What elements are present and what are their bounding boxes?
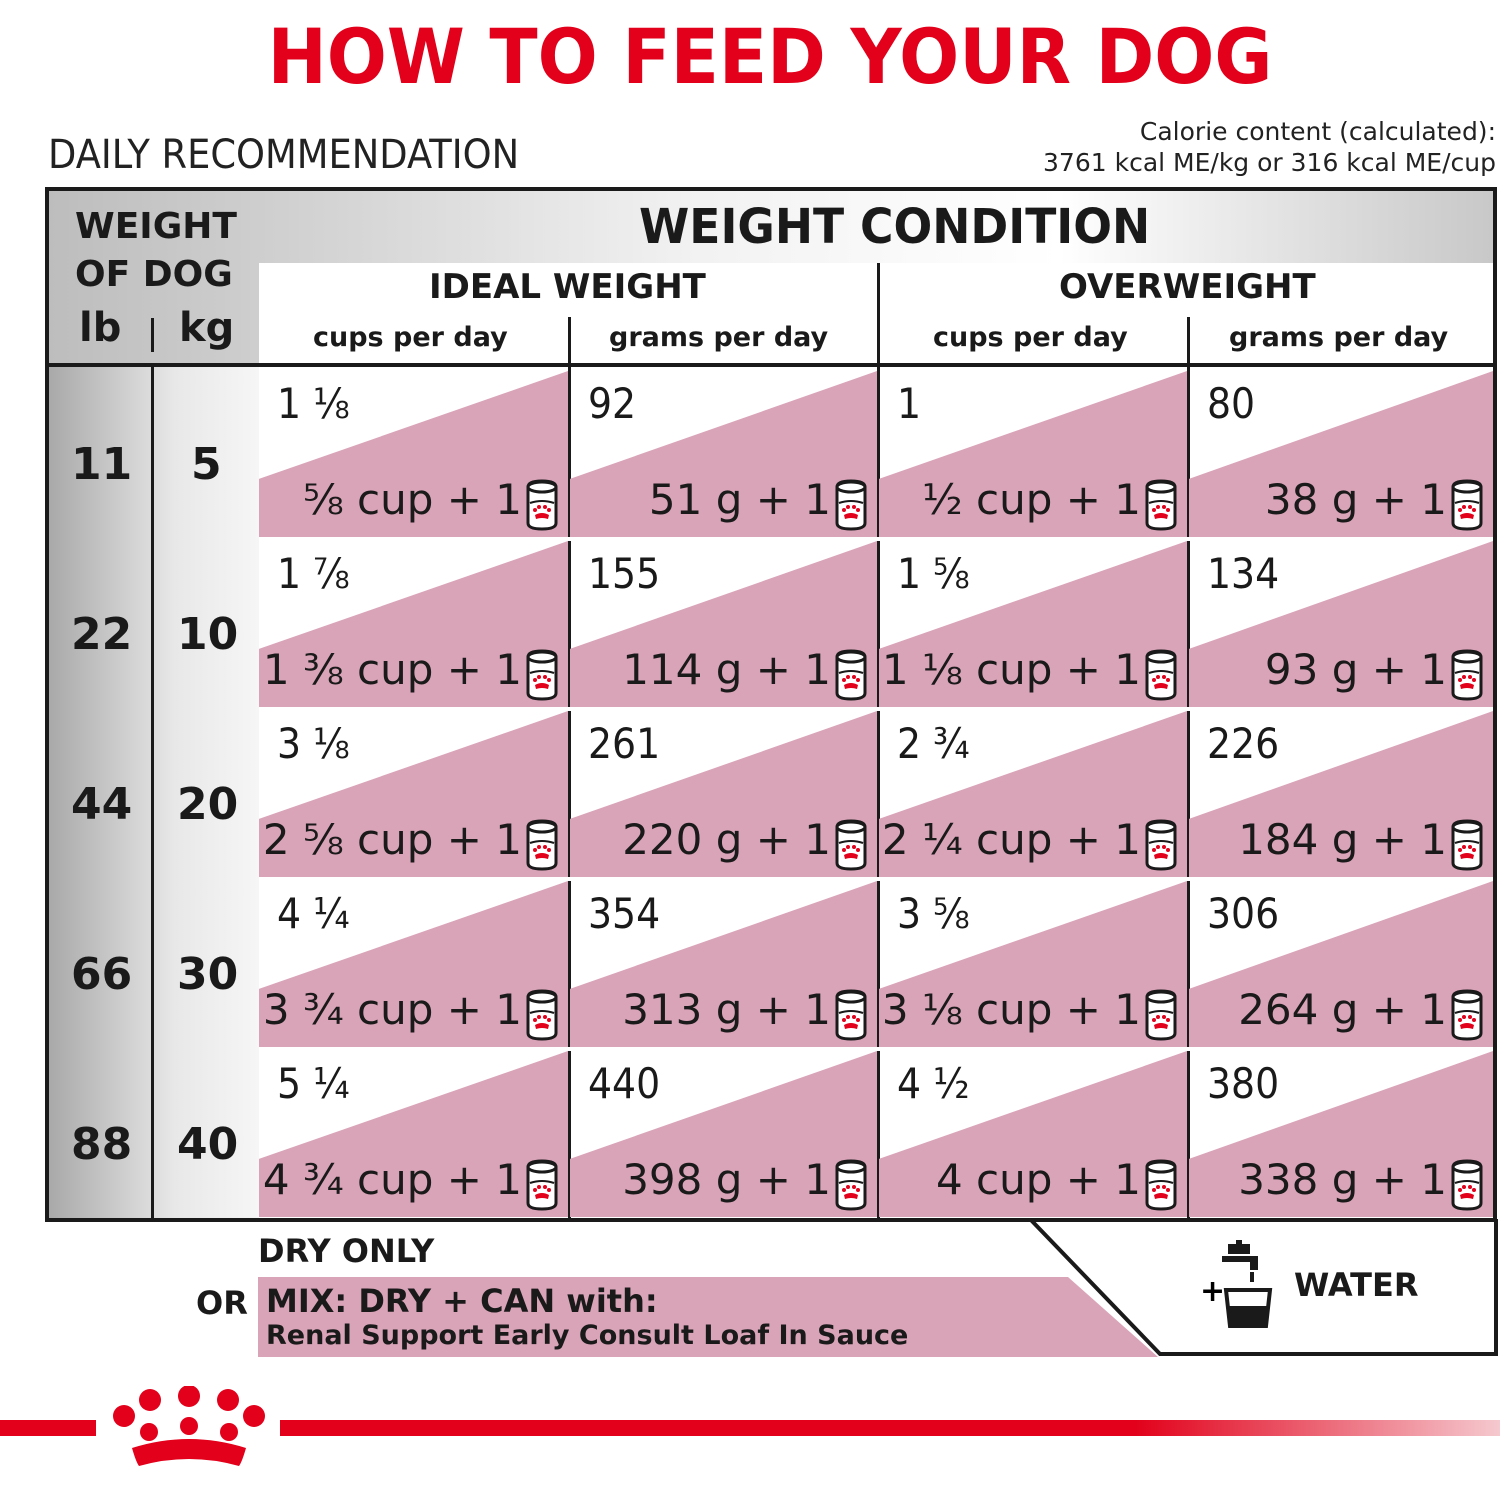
feeding-cell bbox=[570, 541, 877, 707]
dry-only-amount: 92 bbox=[588, 379, 637, 428]
feeding-cell bbox=[1189, 711, 1493, 877]
weight-of-dog-header: WEIGHT OF DOG bbox=[75, 206, 237, 295]
can-icon bbox=[524, 987, 560, 1045]
mix-amount: ½ cup + 1 bbox=[921, 475, 1141, 524]
feeding-cell bbox=[879, 541, 1187, 707]
mix-amount: 3 ⅛ cup + 1 bbox=[881, 985, 1141, 1034]
ideal-grams-header: grams per day bbox=[609, 322, 829, 353]
weight-kg: 20 bbox=[177, 779, 239, 830]
mix-amount: 4 ¾ cup + 1 bbox=[262, 1155, 522, 1204]
weight-condition-header: WEIGHT CONDITION bbox=[639, 199, 1151, 255]
feeding-cell bbox=[259, 881, 568, 1047]
can-icon bbox=[1449, 1157, 1485, 1215]
weight-lb: 88 bbox=[71, 1119, 133, 1170]
kg-header: kg bbox=[179, 305, 235, 351]
weight-lb: 44 bbox=[71, 779, 133, 830]
can-icon bbox=[524, 1157, 560, 1215]
feeding-cell bbox=[570, 371, 877, 537]
ideal-cups-header: cups per day bbox=[313, 322, 508, 353]
can-icon bbox=[1449, 817, 1485, 875]
dry-only-amount: 3 ⅝ bbox=[897, 889, 970, 938]
dry-only-amount: 5 ¼ bbox=[277, 1059, 350, 1108]
weight-lb: 22 bbox=[71, 609, 133, 660]
dry-only-amount: 261 bbox=[588, 719, 661, 768]
mix-amount: 3 ¾ cup + 1 bbox=[262, 985, 522, 1034]
weight-kg: 10 bbox=[177, 609, 239, 660]
weight-kg: 40 bbox=[177, 1119, 239, 1170]
weight-lb: 11 bbox=[71, 439, 133, 490]
mix-amount: 338 g + 1 bbox=[1238, 1155, 1447, 1204]
calorie-line-1: Calorie content (calculated): bbox=[1139, 117, 1496, 146]
weight-lb: 66 bbox=[71, 949, 133, 1000]
dry-only-amount: 226 bbox=[1207, 719, 1280, 768]
can-icon bbox=[524, 817, 560, 875]
calorie-content bbox=[1043, 116, 1496, 178]
feeding-cell bbox=[1189, 1051, 1493, 1217]
mix-amount: 51 g + 1 bbox=[648, 475, 831, 524]
mix-amount: 4 cup + 1 bbox=[935, 1155, 1141, 1204]
feeding-cell bbox=[259, 541, 568, 707]
row-divider bbox=[259, 877, 1493, 881]
feeding-cell bbox=[879, 711, 1187, 877]
can-icon bbox=[1449, 987, 1485, 1045]
can-icon bbox=[524, 647, 560, 705]
dry-only-amount: 354 bbox=[588, 889, 661, 938]
or-label: OR bbox=[196, 1284, 248, 1322]
feeding-cell bbox=[879, 1051, 1187, 1217]
dry-only-amount: 134 bbox=[1207, 549, 1280, 598]
brand-stripe-right bbox=[280, 1420, 1500, 1436]
can-icon bbox=[1143, 987, 1179, 1045]
mix-amount: 1 ⅛ cup + 1 bbox=[881, 645, 1141, 694]
feeding-table bbox=[45, 187, 1497, 1222]
dry-only-label: DRY ONLY bbox=[258, 1232, 435, 1270]
mix-amount: ⅝ cup + 1 bbox=[302, 475, 522, 524]
can-icon bbox=[1143, 647, 1179, 705]
can-icon bbox=[833, 477, 869, 535]
mix-amount: 398 g + 1 bbox=[622, 1155, 831, 1204]
dry-only-amount: 1 bbox=[897, 379, 922, 428]
over-cups-header: cups per day bbox=[933, 322, 1128, 353]
feeding-cell bbox=[1189, 881, 1493, 1047]
mix-amount: 1 ⅜ cup + 1 bbox=[262, 645, 522, 694]
can-icon bbox=[1143, 477, 1179, 535]
dry-only-amount: 1 ⅞ bbox=[277, 549, 350, 598]
lb-header: lb bbox=[79, 305, 122, 351]
mix-amount: 313 g + 1 bbox=[622, 985, 831, 1034]
dry-only-amount: 1 ⅛ bbox=[277, 379, 350, 428]
brand-stripe-left bbox=[0, 1420, 96, 1436]
feeding-cell bbox=[259, 1051, 568, 1217]
can-icon bbox=[1143, 1157, 1179, 1215]
feeding-cell bbox=[879, 881, 1187, 1047]
royal-canin-crown-logo bbox=[104, 1386, 274, 1472]
weight-kg: 5 bbox=[191, 439, 222, 490]
feeding-cell bbox=[879, 371, 1187, 537]
ideal-weight-header: IDEAL WEIGHT bbox=[429, 267, 706, 307]
can-icon bbox=[1449, 477, 1485, 535]
feeding-cell bbox=[570, 711, 877, 877]
row-divider bbox=[259, 537, 1493, 541]
mix-amount: 2 ¼ cup + 1 bbox=[881, 815, 1141, 864]
dry-only-amount: 440 bbox=[588, 1059, 661, 1108]
can-icon bbox=[833, 817, 869, 875]
overweight-header: OVERWEIGHT bbox=[1059, 267, 1316, 307]
dry-only-amount: 3 ⅛ bbox=[277, 719, 350, 768]
dry-only-amount: 2 ¾ bbox=[897, 719, 970, 768]
dry-only-amount: 306 bbox=[1207, 889, 1280, 938]
water-tap-bowl-icon bbox=[1214, 1240, 1278, 1336]
dry-only-amount: 1 ⅝ bbox=[897, 549, 970, 598]
mix-amount: 264 g + 1 bbox=[1238, 985, 1447, 1034]
page-title: HOW TO FEED YOUR DOG bbox=[267, 12, 1273, 101]
feeding-cell bbox=[570, 1051, 877, 1217]
mix-amount: 2 ⅝ cup + 1 bbox=[262, 815, 522, 864]
feeding-cell bbox=[259, 371, 568, 537]
mix-amount: 114 g + 1 bbox=[622, 645, 831, 694]
mix-amount: 220 g + 1 bbox=[622, 815, 831, 864]
dry-only-amount: 4 ¼ bbox=[277, 889, 350, 938]
dry-only-amount: 155 bbox=[588, 549, 661, 598]
weight-kg: 30 bbox=[177, 949, 239, 1000]
dry-only-amount: 4 ½ bbox=[897, 1059, 970, 1108]
can-icon bbox=[833, 1157, 869, 1215]
mix-amount: 38 g + 1 bbox=[1264, 475, 1447, 524]
mix-line-1: MIX: DRY + CAN with: bbox=[266, 1282, 658, 1320]
mix-amount: 93 g + 1 bbox=[1264, 645, 1447, 694]
feeding-cell bbox=[570, 881, 877, 1047]
feeding-cell bbox=[1189, 371, 1493, 537]
mix-amount: 184 g + 1 bbox=[1238, 815, 1447, 864]
row-divider bbox=[259, 707, 1493, 711]
dry-only-amount: 80 bbox=[1207, 379, 1256, 428]
dry-only-amount: 380 bbox=[1207, 1059, 1280, 1108]
can-icon bbox=[524, 477, 560, 535]
can-icon bbox=[833, 647, 869, 705]
can-icon bbox=[833, 987, 869, 1045]
row-divider bbox=[259, 1047, 1493, 1051]
feeding-cell bbox=[1189, 541, 1493, 707]
plus-sign: + bbox=[1200, 1274, 1226, 1309]
can-icon bbox=[1449, 647, 1485, 705]
calorie-line-2: 3761 kcal ME/kg or 316 kcal ME/cup bbox=[1043, 148, 1496, 177]
feeding-cell bbox=[259, 711, 568, 877]
water-label: WATER bbox=[1294, 1266, 1419, 1304]
mix-line-2: Renal Support Early Consult Loaf In Sauce bbox=[266, 1320, 909, 1351]
daily-recommendation-label: DAILY RECOMMENDATION bbox=[48, 132, 520, 178]
over-grams-header: grams per day bbox=[1229, 322, 1449, 353]
can-icon bbox=[1143, 817, 1179, 875]
